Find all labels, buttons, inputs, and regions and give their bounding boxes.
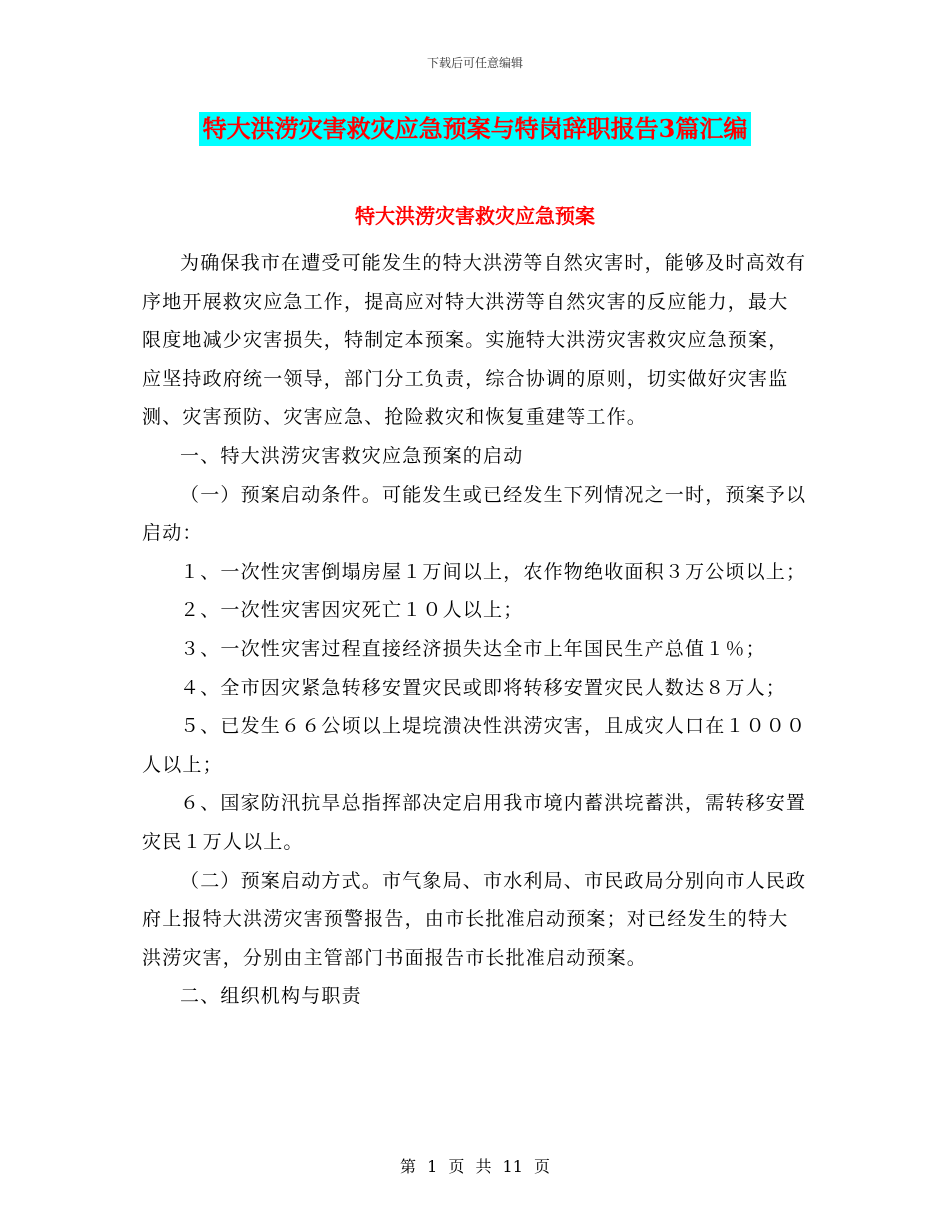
paragraph-item-5: ５、已发生６６公顷以上堤垸溃决性洪涝灾害，且成灾人口在１０００人以上； [142, 715, 807, 776]
document-body [142, 244, 808, 1016]
paragraph-heading-2: 二、组织机构与职责 [180, 985, 362, 1008]
paragraph-item-2: ２、一次性灾害因灾死亡１０人以上； [180, 599, 524, 622]
paragraph-item-3: ３、一次性灾害过程直接经济损失达全市上年国民生产总值１％； [180, 637, 766, 660]
page-footer: 第 1 页 共 11 页 [400, 1157, 550, 1176]
page-header-note: 下载后可任意编辑 [426, 56, 523, 70]
document-title: 特大洪涝灾害救灾应急预案与特岗辞职报告3篇汇编 [199, 112, 752, 146]
paragraph-subheading-method: （二）预案启动方式。市气象局、市水利局、市民政局分别向市人民政府上报特大洪涝灾害预警报告，由市长批准启动预案；对已经发生的特大洪涝灾害，分别由主管部门书面报告市长批准启动预案。 [142, 869, 807, 969]
paragraph-heading-1: 一、特大洪涝灾害救灾应急预案的启动 [180, 444, 524, 467]
section-title: 特大洪涝灾害救灾应急预案 [355, 204, 595, 228]
paragraph-subheading-conditions: （一）预案启动条件。可能发生或已经发生下列情况之一时，预案予以启动： [142, 483, 807, 545]
document-title-container [0, 112, 950, 146]
paragraph-intro: 为确保我市在遭受可能发生的特大洪涝等自然灾害时，能够及时高效有序地开展救灾应急工作，提高应对特大洪涝等自然灾害的反应能力，最大限度地减少灾害损失，特制定本预案。实施特大洪涝灾害救灾应急预案，应坚持政府统一领导，部门分工负责，综合协调的原则，切实做好灾害监测、灾害预防、灾害应急、抢险救灾和恢复重建等工作。 [142, 252, 807, 429]
paragraph-item-4: ４、全市因灾紧急转移安置灾民或即将转移安置灾民人数达８万人； [180, 676, 787, 699]
paragraph-item-1: １、一次性灾害倒塌房屋１万间以上，农作物绝收面积３万公顷以上； [180, 560, 807, 583]
paragraph-item-6: ６、国家防汛抗旱总指挥部决定启用我市境内蓄洪垸蓄洪，需转移安置灾民１万人以上。 [142, 792, 807, 853]
